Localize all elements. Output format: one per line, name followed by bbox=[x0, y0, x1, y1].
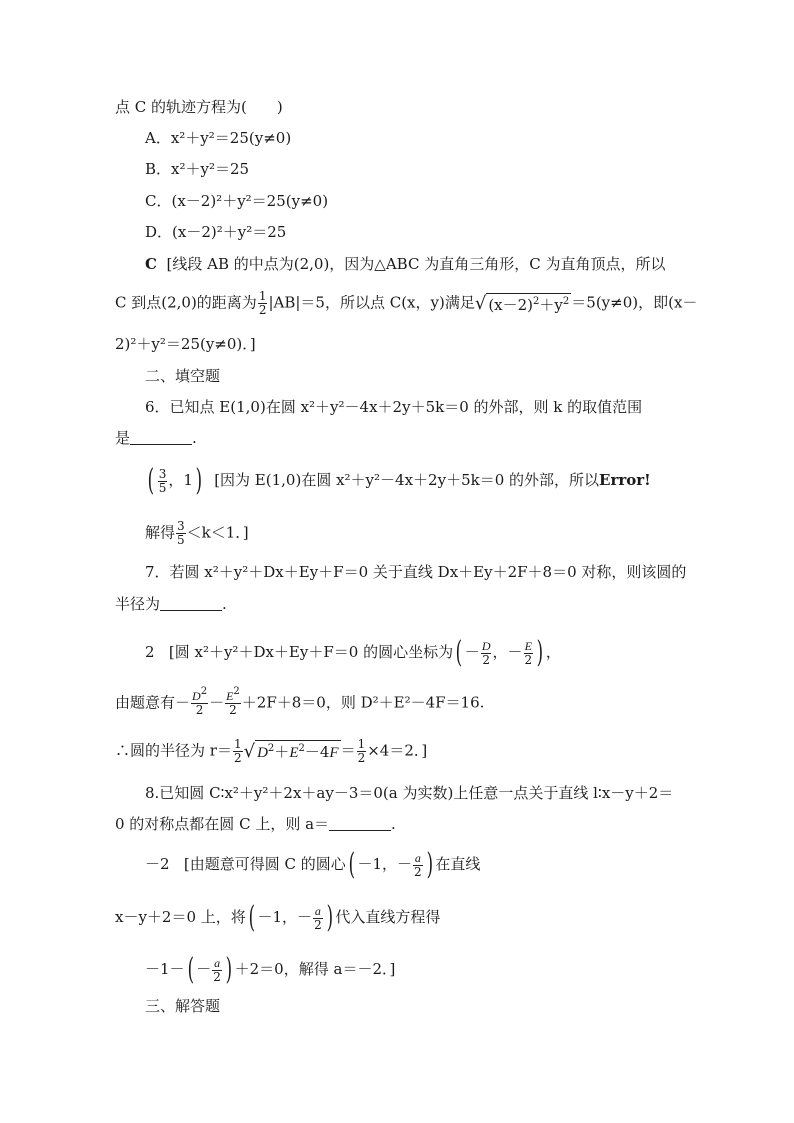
q7-exp-text: ＋2F＋8＝0，则 D²＋E²－4F＝16. bbox=[241, 693, 485, 712]
q5-option-d: D．(x－2)²＋y²＝25 bbox=[145, 223, 287, 241]
q7-answer: 2 bbox=[145, 643, 155, 661]
q8-exp-text: 代入直线方程得 bbox=[335, 908, 441, 926]
q8-exp-text: 在直线 bbox=[435, 855, 481, 873]
q5-explanation-3: 2)²＋y²＝25(y≠0)．] bbox=[115, 335, 256, 353]
q7-exp-text: [圆 x²＋y²＋Dx＋Ey＋F＝0 的圆心坐标为 bbox=[168, 643, 454, 661]
fraction-half: $\frac{1}{2}$ bbox=[258, 289, 267, 317]
q5-exp-text: [线段 AB 的中点为(2,0)，因为△ABC 为直角三角形，C 为直角顶点，所以 bbox=[166, 255, 666, 273]
left-paren: ( bbox=[455, 635, 463, 670]
q7-exp-text: ＝ bbox=[340, 741, 356, 760]
left-paren: ( bbox=[147, 463, 155, 498]
section-heading-answer: 三、解答题 bbox=[145, 997, 221, 1015]
answer-blank bbox=[160, 596, 222, 611]
q8-explanation-3: －1－( － $\frac{a}{2}$ ) ＋2＝0，解得 a＝－2．] bbox=[145, 952, 396, 987]
q8-stem-2: 0 的对称点都在圆 C 上，则 a＝ . bbox=[115, 815, 396, 833]
q7-exp-text: 由题意有－ bbox=[115, 693, 191, 712]
fraction-half: $\frac{1}{2}$ bbox=[357, 737, 366, 765]
q8-stem-1: 8.已知圆 C∶x²＋y²＋2x＋ay－3＝0(a 为实数)上任意一点关于直线 l∶x－y＋2＝ bbox=[145, 784, 674, 802]
q7-explanation-1: 2 [圆 x²＋y²＋Dx＋Ey＋F＝0 的圆心坐标为( － $\frac{D}{2}$ ，－ $\frac{E}{2}$ ) ， bbox=[145, 635, 561, 670]
q6-stem-text: 是 bbox=[115, 429, 131, 447]
right-paren: ) bbox=[426, 847, 433, 882]
q8-exp-text: ＋2＝0，解得 a＝－2．] bbox=[234, 960, 396, 978]
q7-explanation-3 bbox=[115, 738, 427, 765]
q7-stem-2: 半径为 . bbox=[115, 595, 227, 613]
q5-answer: C bbox=[145, 255, 157, 273]
fraction-three-fifths: $\frac{3}{5}$ bbox=[158, 466, 167, 495]
q8-explanation-1: －2 [由题意可得圆 C 的圆心( －1，－ $\frac{a}{2}$ ) 在直线 bbox=[145, 847, 481, 882]
q6-answer-tail: 1 bbox=[183, 471, 193, 489]
q5-explanation-1 bbox=[145, 254, 665, 274]
answer-blank bbox=[329, 816, 391, 831]
right-paren: ) bbox=[225, 952, 233, 987]
right-paren: ) bbox=[326, 900, 333, 935]
right-paren: ) bbox=[536, 635, 544, 670]
q8-exp-text: －1－ bbox=[145, 960, 185, 978]
q6-explanation-2 bbox=[145, 520, 249, 547]
fraction-a-over-2: $\frac{a}{2}$ bbox=[314, 903, 322, 932]
q5-option-c: C．(x－2)²＋y²＝25(y≠0) bbox=[145, 192, 329, 210]
q5-explanation-2 bbox=[115, 290, 697, 317]
q8-answer: －2 bbox=[145, 855, 170, 873]
sqrt-expression: √ $D^2+E^2-4F$ bbox=[243, 740, 339, 762]
sqrt-expression: √ $(x-2)^2+y^2$ bbox=[474, 292, 570, 314]
fraction-a-over-2: $\frac{a}{2}$ bbox=[213, 955, 221, 984]
q6-exp-text: 解得 bbox=[145, 523, 176, 542]
left-paren: ( bbox=[248, 900, 255, 935]
fraction-a-over-2: $\frac{a}{2}$ bbox=[414, 850, 422, 879]
section-heading-fill-in: 二、填空题 bbox=[145, 367, 221, 385]
error-text: Error! bbox=[599, 471, 651, 489]
q7-stem-1: 7．若圆 x²＋y²＋Dx＋Ey＋F＝0 关于直线 Dx＋Ey＋2F＋8＝0 对称，则该圆的 bbox=[145, 563, 687, 581]
q7-stem-text: 半径为 bbox=[115, 595, 161, 613]
q5-exp-text: C 到点(2,0)的距离为 bbox=[115, 293, 257, 312]
left-paren: ( bbox=[187, 952, 194, 987]
q6-stem-2: 是 . bbox=[115, 429, 197, 447]
right-paren: ) bbox=[195, 463, 203, 498]
q6-exp-text: [因为 E(1,0)在圆 x²＋y²－4x＋2y＋5k＝0 的外部，所以 bbox=[214, 471, 600, 489]
q8-exp-text: x－y＋2＝0 上，将 bbox=[115, 908, 246, 926]
q7-exp-text: ∴圆的半径为 r＝ bbox=[115, 741, 232, 760]
fraction-e-over-2: $\frac{E}{2}$ bbox=[524, 638, 533, 667]
q8-exp-text: [由题意可得圆 C 的圆心 bbox=[183, 855, 346, 873]
fraction-half: $\frac{1}{2}$ bbox=[233, 737, 242, 765]
left-paren: ( bbox=[348, 847, 355, 882]
fraction-e2-over-2: $\frac{E^2}{2}$ bbox=[226, 686, 240, 717]
q7-exp-text: ×4＝2．] bbox=[367, 741, 428, 760]
fraction-d-over-2: $\frac{D}{2}$ bbox=[481, 638, 491, 667]
q6-explanation-1: ( $\frac{3}{5}$ ，1) [因为 E(1,0)在圆 x²＋y²－4x＋2y＋5k＝0 的外部，所以Error! bbox=[147, 463, 651, 498]
fraction-three-fifths: $\frac{3}{5}$ bbox=[177, 519, 185, 547]
q7-explanation-2: 由题意有－ $\frac{D^2}{2}$ － $\frac{E^2}{2}$ ＋2F＋8＝0，则 D²＋E²－4F＝16. bbox=[115, 686, 485, 717]
q6-stem-1: 6．已知点 E(1,0)在圆 x²＋y²－4x＋2y＋5k＝0 的外部，则 k 的取值范围 bbox=[145, 398, 643, 416]
q5-option-a: A．x²＋y²＝25(y≠0) bbox=[145, 129, 292, 147]
q6-exp-text: ＜k＜1．] bbox=[186, 523, 249, 542]
q5-exp-text: ＝5(y≠0)，即(x－ bbox=[571, 293, 698, 312]
q5-exp-text: |AB|＝5，所以点 C(x，y)满足 bbox=[268, 293, 475, 312]
q8-explanation-2: x－y＋2＝0 上，将( －1，－ $\frac{a}{2}$ ) 代入直线方程得 bbox=[115, 900, 441, 935]
q5-stem: 点 C 的轨迹方程为( ) bbox=[115, 98, 283, 116]
answer-blank bbox=[130, 430, 192, 445]
q8-stem-text: 0 的对称点都在圆 C 上，则 a＝ bbox=[115, 815, 330, 833]
q5-option-b: B．x²＋y²＝25 bbox=[145, 160, 250, 178]
fraction-d2-over-2: $\frac{D^2}{2}$ bbox=[192, 686, 208, 717]
